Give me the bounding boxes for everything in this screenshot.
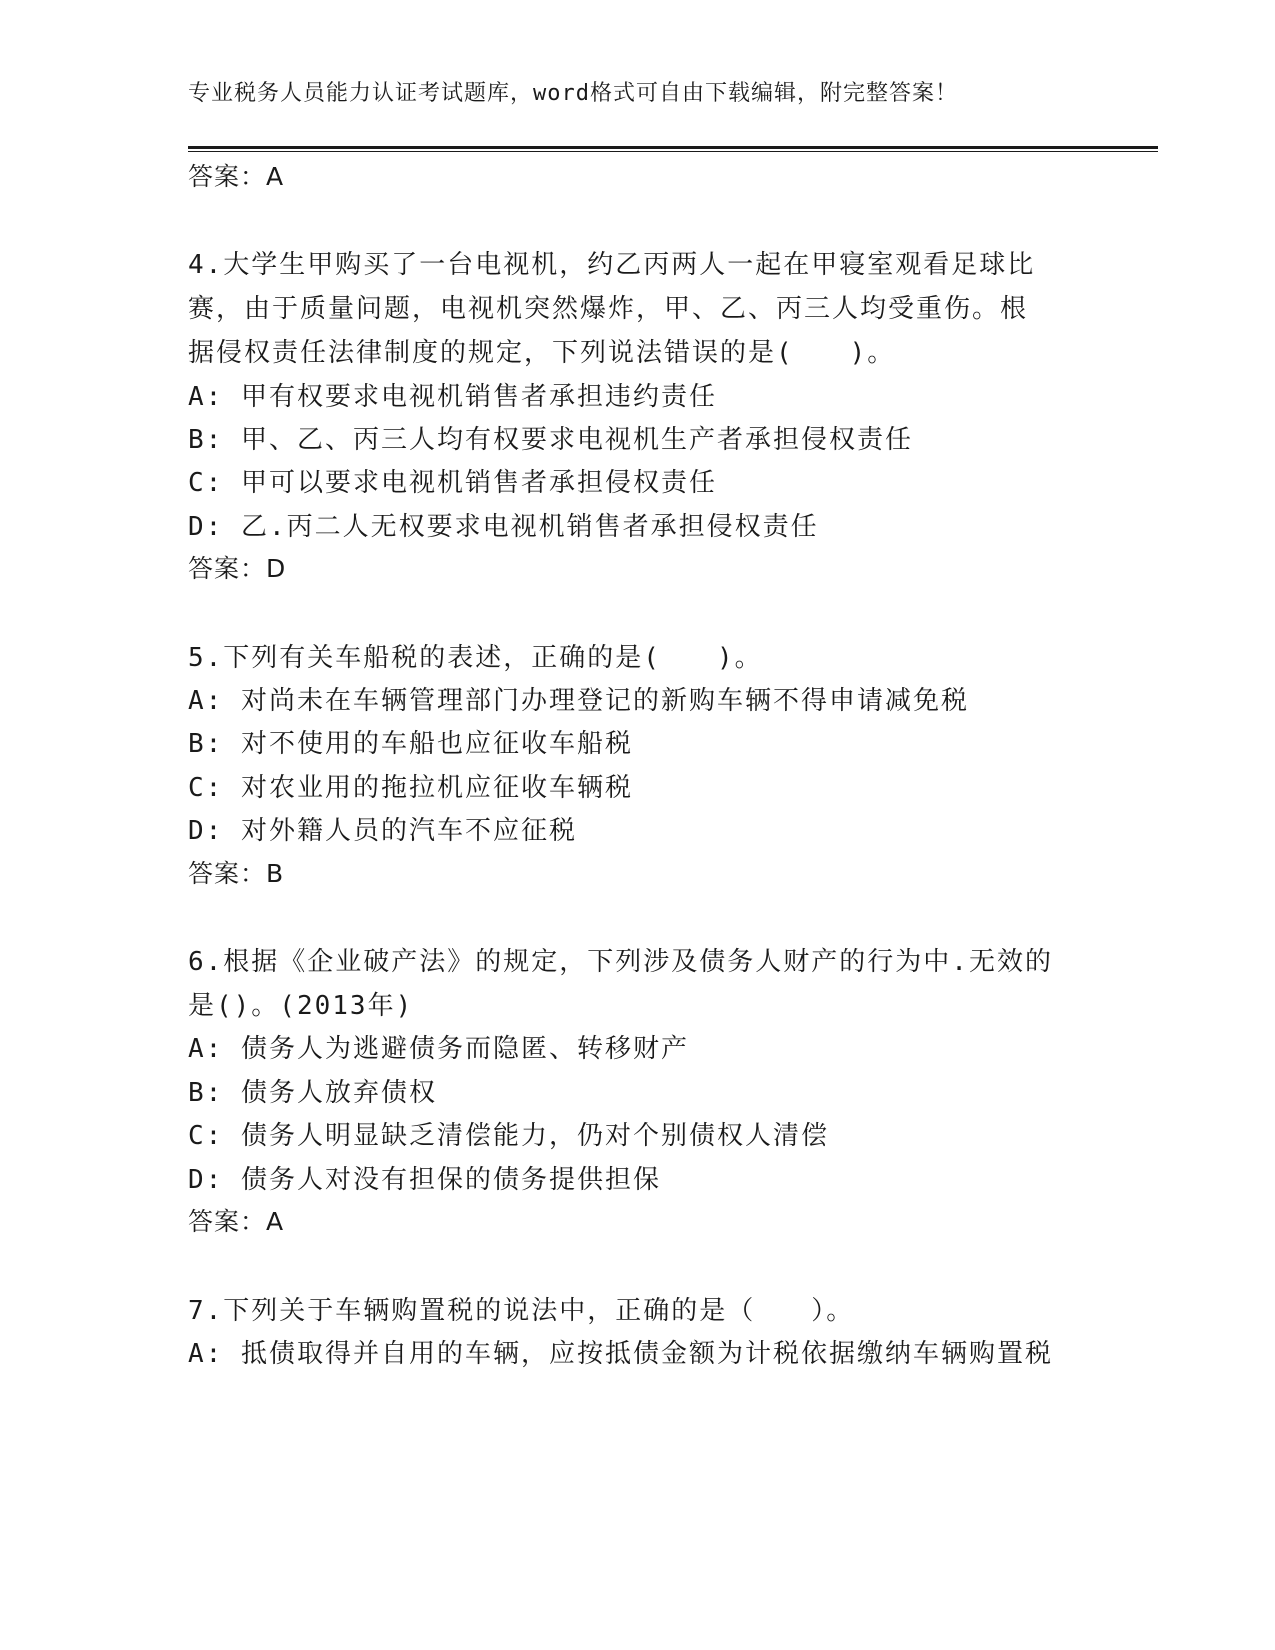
q5-option-a: A: 对尚未在车辆管理部门办理登记的新购车辆不得申请减免税 bbox=[188, 686, 969, 716]
q7-option-a: A: 抵债取得并自用的车辆，应按抵债金额为计税依据缴纳车辆购置税 bbox=[188, 1339, 1053, 1369]
q5-stem-line-1: 5.下列有关车船税的表述，正确的是( )。 bbox=[188, 643, 763, 673]
q4-option-a: A: 甲有权要求电视机销售者承担违约责任 bbox=[188, 382, 717, 412]
q5-option-b: B: 对不使用的车船也应征收车船税 bbox=[188, 729, 633, 759]
q5-answer: 答案：B bbox=[188, 859, 285, 888]
q6-stem-line-1: 6.根据《企业破产法》的规定，下列涉及债务人财产的行为中.无效的 bbox=[188, 947, 1053, 977]
q6-option-b: B: 债务人放弃债权 bbox=[188, 1078, 437, 1108]
q4-option-c: C: 甲可以要求电视机销售者承担侵权责任 bbox=[188, 468, 717, 498]
q5-option-d: D: 对外籍人员的汽车不应征税 bbox=[188, 816, 577, 846]
q6-option-c: C: 债务人明显缺乏清偿能力，仍对个别债权人清偿 bbox=[188, 1121, 829, 1151]
header-rule-thick bbox=[188, 146, 1158, 149]
q4-option-d: D: 乙.丙二人无权要求电视机销售者承担侵权责任 bbox=[188, 512, 819, 542]
answer-prev: 答案：A bbox=[188, 162, 285, 191]
q6-option-a: A: 债务人为逃避债务而隐匿、转移财产 bbox=[188, 1034, 689, 1064]
q4-stem-line-2: 赛，由于质量问题，电视机突然爆炸，甲、乙、丙三人均受重伤。根 bbox=[188, 294, 1029, 324]
q6-option-d: D: 债务人对没有担保的债务提供担保 bbox=[188, 1165, 661, 1195]
q4-answer: 答案：D bbox=[188, 554, 287, 583]
header-rule-thin bbox=[188, 151, 1158, 152]
page-header: 专业税务人员能力认证考试题库，word格式可自由下载编辑，附完整答案！ bbox=[188, 81, 958, 106]
q6-stem-line-2: 是()。(2013年) bbox=[188, 991, 414, 1021]
q4-stem-line-1: 4.大学生甲购买了一台电视机，约乙丙两人一起在甲寝室观看足球比 bbox=[188, 250, 1036, 280]
q4-stem-line-3: 据侵权责任法律制度的规定，下列说法错误的是( )。 bbox=[188, 338, 896, 368]
q5-option-c: C: 对农业用的拖拉机应征收车辆税 bbox=[188, 773, 633, 803]
q6-answer: 答案：A bbox=[188, 1207, 285, 1236]
q4-option-b: B: 甲、乙、丙三人均有权要求电视机生产者承担侵权责任 bbox=[188, 425, 913, 455]
q7-stem-line-1: 7.下列关于车辆购置税的说法中，正确的是（ ）。 bbox=[188, 1296, 855, 1326]
